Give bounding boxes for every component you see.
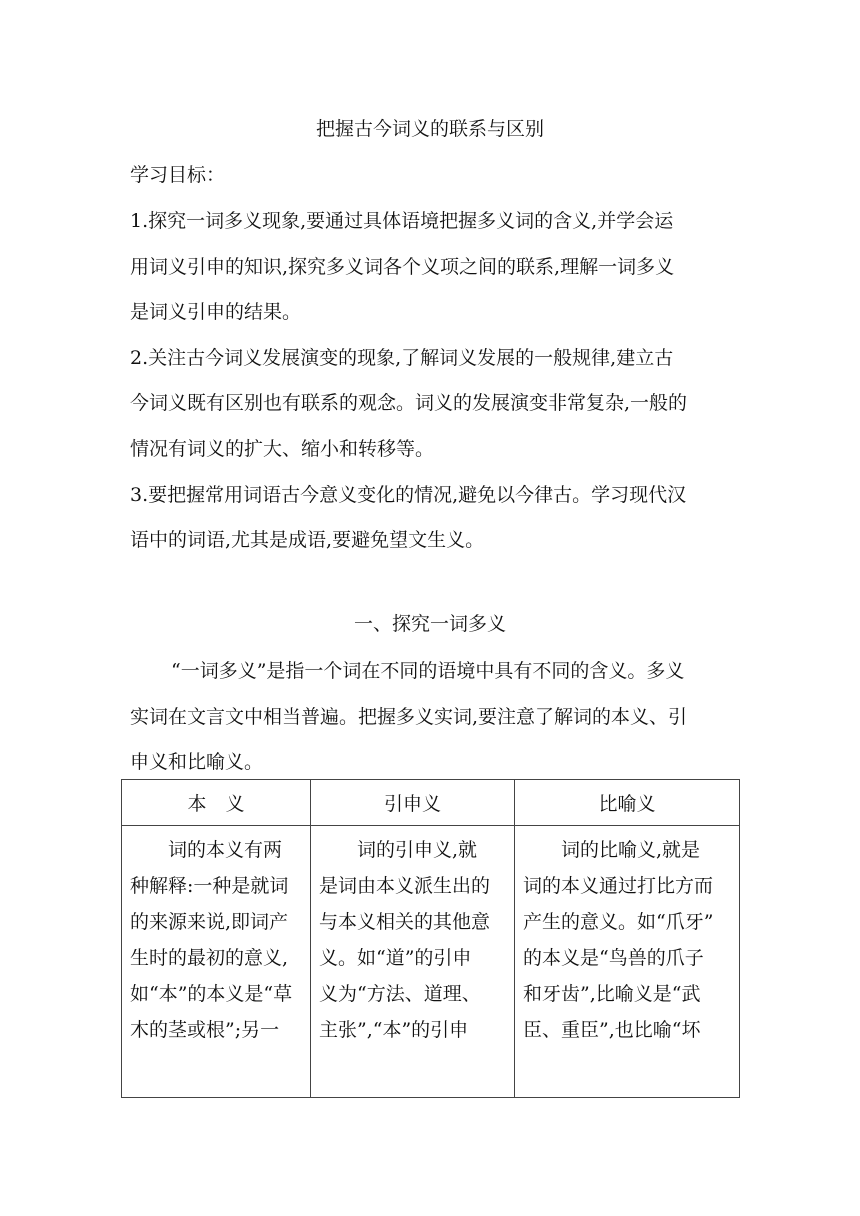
cell-line: 木的茎或根”;另一: [130, 1019, 280, 1041]
cell-line: 义为“方法、道理、: [319, 983, 481, 1005]
meaning-table: [121, 779, 740, 1098]
objectives-label: 学习目标：: [130, 164, 226, 186]
cell-line: 种解释:一种是就词: [130, 875, 289, 897]
objective-line: 是词义引申的结果。: [130, 301, 302, 323]
objective-line: 1.探究一词多义现象,要通过具体语境把握多义词的含义,并学会运: [130, 210, 674, 232]
cell-line: 产生的意义。如“爪牙”: [523, 911, 714, 933]
document-title: 把握古今词义的联系与区别: [315, 118, 544, 140]
objective-line: 2.关注古今词义发展演变的现象,了解词义发展的一般规律,建立古: [130, 347, 674, 369]
intro-line: “一词多义”是指一个词在不同的语境中具有不同的含义。多义: [171, 660, 685, 682]
header-cell-metaphorical-meaning: 比喻义: [515, 780, 740, 826]
objective-line: 3.要把握常用词语古今意义变化的情况,避免以今律古。学习现代汉: [130, 484, 687, 506]
intro-line: 实词在文言文中相当普遍。把握多义实词,要注意了解词的本义、引: [130, 706, 688, 728]
section-title: 一、探究一词多义: [353, 613, 506, 635]
cell-extended-meaning: [311, 826, 515, 1098]
cell-line: 与本义相关的其他意: [319, 911, 491, 933]
intro-line: 申义和比喻义。: [130, 751, 264, 773]
table-row: [122, 826, 740, 1098]
cell-original-meaning: [122, 826, 311, 1098]
cell-line: 词的本义通过打比方而: [523, 875, 714, 897]
cell-line: 义。如“道”的引申: [319, 947, 472, 969]
cell-line: 的本义是“鸟兽的爪子: [523, 947, 704, 969]
objective-line: 情况有词义的扩大、缩小和转移等。: [130, 438, 435, 460]
cell-line: 词的比喻义,就是: [523, 839, 701, 861]
cell-line: 是词由本义派生出的: [319, 875, 491, 897]
cell-line: 和牙齿”,比喻义是“武: [523, 983, 701, 1005]
cell-metaphorical-meaning: [515, 826, 740, 1098]
cell-line: 臣、重臣”,也比喻“坏: [523, 1019, 701, 1041]
header-cell-extended-meaning: 引申义: [311, 780, 515, 826]
objective-line: 今词义既有区别也有联系的观念。词义的发展演变非常复杂,一般的: [130, 392, 688, 414]
cell-line: 词的本义有两: [130, 839, 283, 861]
header-cell-original-meaning: 本 义: [122, 780, 311, 826]
cell-line: 词的引申义,就: [319, 839, 478, 861]
objective-line: 语中的词语,尤其是成语,要避免望文生义。: [130, 529, 485, 551]
objective-line: 用词义引申的知识,探究多义词各个义项之间的联系,理解一词多义: [130, 256, 675, 278]
table-header-row: [122, 780, 740, 826]
cell-line: 主张”,“本”的引申: [319, 1019, 469, 1041]
cell-line: 如“本”的本义是“草: [130, 983, 293, 1005]
cell-line: 生时的最初的意义,: [130, 947, 289, 969]
cell-line: 的来源来说,即词产: [130, 911, 289, 933]
